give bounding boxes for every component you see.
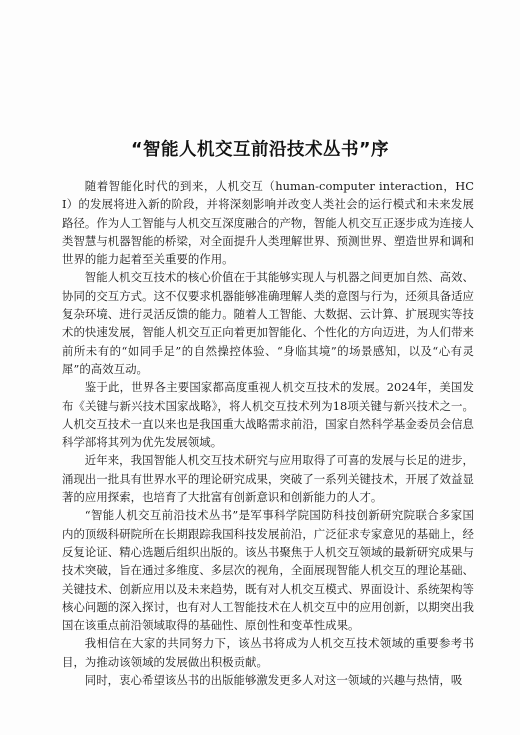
paragraph: 同时，衷心希望该丛书的出版能够激发更多人对这一领域的兴趣与热情，吸 bbox=[84, 673, 463, 688]
document-body bbox=[62, 177, 474, 689]
paragraph: 随着智能化时代的到来，人机交互（human-computer interaction，HCI）的发展将进入新的阶段，并将深刻影响并改变人类社会的运行模式和未来发展路径。作为人工智能与人机交互深度融合的产物，智能人机交互正逐步成为连接人类智慧与机器智能的桥梁，对全面提升人类理解世界、预测世界、塑造世界和调和世界的能力起着至关重要的作用。 bbox=[62, 179, 474, 267]
paragraph: 我相信在大家的共同努力下，该丛书将成为人机交互技术领域的重要参考书目，为推动该领域的发展做出积极贡献。 bbox=[62, 636, 474, 669]
paragraph: 鉴于此，世界各主要国家都高度重视人机交互技术的发展。2024年，美国发布《关键与新兴技术国家战略》，将人机交互技术列为18项关键与新兴技术之一。人机交互技术一直以来也是我国重大战略需求前沿，国家自然科学基金委员会信息科学部将其列为优先发展领域。 bbox=[62, 380, 474, 450]
page-title: “智能人机交互前沿技术丛书”序 bbox=[130, 140, 389, 160]
paragraph: “智能人机交互前沿技术丛书”是军事科学院国防科技创新研究院联合多家国内的顶级科研院所在长期跟踪我国科技发展前沿，广泛征求专家意见的基础上，经反复论证、精心选题后组织出版的。该丛书聚焦于人机交互领域的最新研究成果与技术突破，旨在通过多维度、多层次的视角，全面展现智能人机交互的理论基础、关键技术、创新应用以及未来趋势，既有对人机交互模式、界面设计、系统架构等核心问题的深入探讨，也有对人工智能技术在人机交互中的应用创新，以期突出我国在该重点前沿领域取得的基础性、原创性和变革性成果。 bbox=[62, 508, 474, 633]
paragraph: 智能人机交互技术的核心价值在于其能够实现人与机器之间更加自然、高效、协同的交互方式。这不仅要求机器能够准确理解人类的意图与行为，还须具备适应复杂环境、进行灵活反馈的能力。随着人工智能、大数据、云计算、扩展现实等技术的快速发展，智能人机交互正向着更加智能化、个性化的方向迈进，为人们带来前所未有的“如同手足”的自然操控体验、“身临其境”的场景感知，以及“心有灵犀”的高效互动。 bbox=[62, 270, 474, 376]
paragraph: 近年来，我国智能人机交互技术研究与应用取得了可喜的发展与长足的进步，涌现出一批具有世界水平的理论研究成果，突破了一系列关键技术，开展了效益显著的应用探索，也培育了大批富有创新意识和创新能力的人才。 bbox=[62, 453, 474, 505]
